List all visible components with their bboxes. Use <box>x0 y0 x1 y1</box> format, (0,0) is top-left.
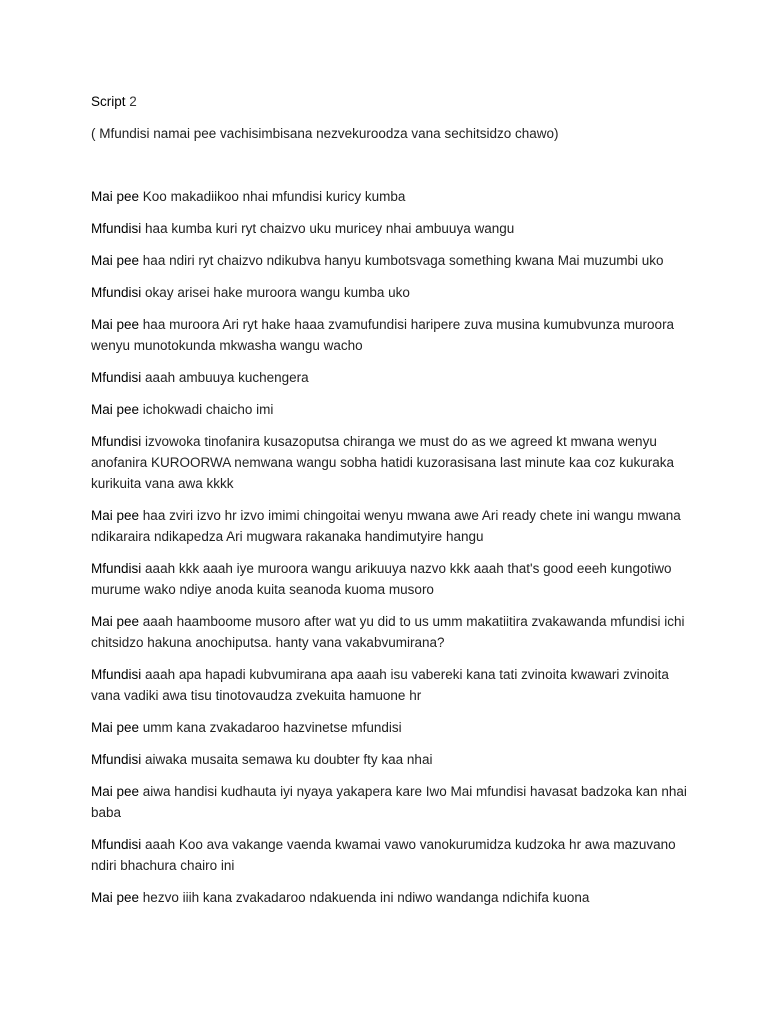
line-text: aaah haamboome musoro after wat yu did to us umm makatiitira zvakawanda mfundisi ichi chitsidzo hakuna anochiputsa. hanty vana vakabvumirana? <box>91 614 685 650</box>
dialogue-line <box>91 367 691 388</box>
dialogue-line <box>91 749 691 770</box>
line-text: aaah kkk aaah iye muroora wangu arikuuya nazvo kkk aaah that's good eeeh kungotiwo murume wako ndiye anoda kuita seanoda kuoma musoro <box>91 561 672 597</box>
dialogue-line <box>91 781 691 823</box>
line-text: haa ndiri ryt chaizvo ndikubva hanyu kumbotsvaga something kwana Mai muzumbi uko <box>142 253 664 268</box>
speaker-name: Mai pee <box>91 784 140 799</box>
speaker-name: Mai pee <box>91 402 140 417</box>
line-text: aiwa handisi kudhauta iyi nyaya yakapera kare Iwo Mai mfundisi havasat badzoka kan nhai baba <box>91 784 687 820</box>
line-text: ichokwadi chaicho imi <box>142 402 274 417</box>
dialogue-line <box>91 431 691 494</box>
line-text: hezvo iiih kana zvakadaroo ndakuenda ini ndiwo wandanga ndichifa kuona <box>142 890 590 905</box>
speaker-name: Mai pee <box>91 508 140 523</box>
script-title-word: Script <box>91 94 126 109</box>
speaker-name: Mfundisi <box>91 667 142 682</box>
dialogue-line <box>91 558 691 600</box>
speaker-name: Mfundisi <box>91 752 142 767</box>
dialogue-line <box>91 887 691 908</box>
line-text: aaah ambuuya kuchengera <box>145 370 309 385</box>
speaker-name: Mai pee <box>91 890 140 905</box>
script-body <box>91 92 691 919</box>
line-text: haa muroora Ari ryt hake haaa zvamufundisi haripere zuva musina kumubvunza muroora wenyu munotokunda mkwasha wangu wacho <box>91 317 675 353</box>
speaker-name: Mfundisi <box>91 370 142 385</box>
speaker-name: Mfundisi <box>91 837 142 852</box>
speaker-name: Mfundisi <box>91 561 142 576</box>
dialogue-line <box>91 218 691 239</box>
line-text: Koo makadiikoo nhai mfundisi kuricy kumba <box>142 189 406 204</box>
script-title-number: 2 <box>129 94 137 109</box>
dialogue-line <box>91 250 691 271</box>
line-text: haa kumba kuri ryt chaizvo uku muricey nhai ambuuya wangu <box>145 221 515 236</box>
speaker-name: Mfundisi <box>91 221 142 236</box>
dialogue-line <box>91 717 691 738</box>
line-text: aaah Koo ava vakange vaenda kwamai vawo vanokurumidza kudzoka hr awa mazuvano ndiri bhachura chairo ini <box>91 837 676 873</box>
dialogue-line <box>91 282 691 303</box>
line-text: okay arisei hake muroora wangu kumba uko <box>145 285 410 300</box>
speaker-name: Mai pee <box>91 253 140 268</box>
line-text: umm kana zvakadaroo hazvinetse mfundisi <box>142 720 402 735</box>
speaker-name: Mfundisi <box>91 434 142 449</box>
speaker-name: Mai pee <box>91 720 140 735</box>
line-text: aaah apa hapadi kubvumirana apa aaah isu vabereki kana tati zvinoita kwawari zvinoita vana vadiki awa tisu tinotovaudza zvekuita hamuone hr <box>91 667 669 703</box>
dialogue-line <box>91 186 691 207</box>
dialogue-line <box>91 611 691 653</box>
dialogue-line <box>91 834 691 876</box>
speaker-name: Mfundisi <box>91 285 142 300</box>
script-title <box>91 92 691 112</box>
dialogue-line <box>91 399 691 420</box>
line-text: izvowoka tinofanira kusazoputsa chiranga we must do as we agreed kt mwana wenyu anofanira KUROORWA nemwana wangu sobha hatidi kuzorasisana last minute kaa coz kukuraka kurikuita vana awa kkkk <box>91 434 675 491</box>
speaker-name: Mai pee <box>91 189 140 204</box>
line-text: aiwaka musaita semawa ku doubter fty kaa nhai <box>145 752 433 767</box>
stage-direction: ( Mfundisi namai pee vachisimbisana nezvekuroodza vana sechitsidzo chawo) <box>91 126 559 141</box>
dialogue-line <box>91 664 691 706</box>
dialogue-line <box>91 314 691 356</box>
dialogue-line <box>91 505 691 547</box>
speaker-name: Mai pee <box>91 317 140 332</box>
speaker-name: Mai pee <box>91 614 140 629</box>
line-text: haa zviri izvo hr izvo imimi chingoitai wenyu mwana awe Ari ready chete ini wangu mwana ndikaraira ndikapedza Ari mugwara rakanaka handimutyire hangu <box>91 508 681 544</box>
